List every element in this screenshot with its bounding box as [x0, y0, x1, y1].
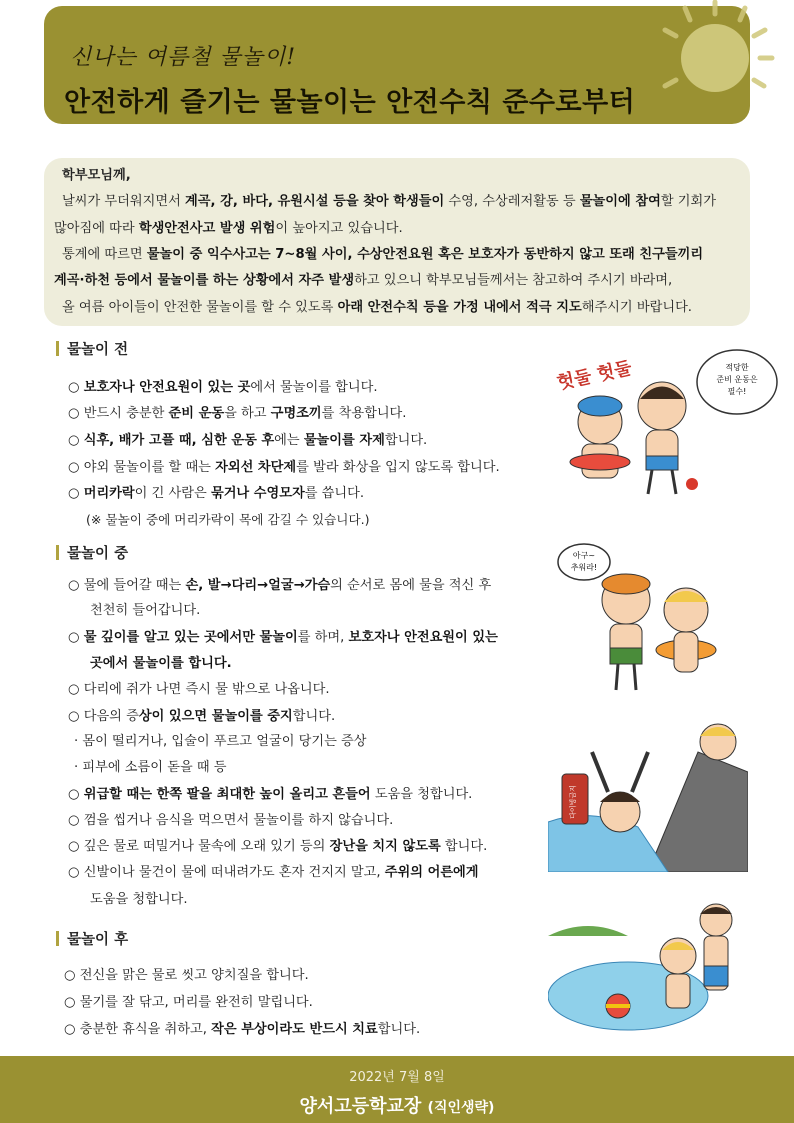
intro-box: [44, 158, 750, 326]
cold-kids-illustration: [556, 540, 726, 700]
before-item-1: ○ 보호자나 안전요원이 있는 곳에서 물놀이를 합니다.: [68, 380, 378, 395]
school-signature: [0, 1092, 794, 1118]
intro-line-2: 많아짐에 따라 학생안전사고 발생 위험이 높아지고 있습니다.: [54, 221, 403, 236]
during-item-1-cont: 천천히 들어갑니다.: [90, 603, 201, 618]
during-item-2-cont: 곳에서 물놀이를 합니다.: [90, 656, 232, 671]
during-item-6: ○ 껌을 씹거나 음식을 먹으면서 물놀이를 하지 않습니다.: [68, 813, 394, 828]
during-item-2: ○ 물 깊이를 알고 있는 곳에서만 물놀이를 하며, 보호자나 안전요원이 있는: [68, 630, 498, 645]
before-item-5: ○ 머리카락이 긴 사람은 묶거나 수영모자를 씁니다.: [68, 486, 365, 501]
intro-line-3: 통계에 따르면 물놀이 중 익수사고는 7~8월 사이, 수상안전요원 혹은 보호자가 동반하지 않고 또래 친구들끼리: [62, 247, 704, 262]
sun-icon: [660, 0, 780, 110]
after-item-3: ○ 충분한 휴식을 취하고, 작은 부상이라도 반드시 치료합니다.: [64, 1022, 421, 1037]
header-subtitle: 신나는 여름철 물놀이!: [70, 45, 297, 70]
during-item-8-cont: 도움을 청합니다.: [90, 892, 188, 907]
warmup-sign: 헛둘 헛둘: [555, 357, 634, 394]
cold-bubble-line-1: 아구~: [572, 551, 596, 560]
document-date: 2022년 7월 8일: [349, 1070, 445, 1085]
washing-kids-illustration: [548, 896, 748, 1046]
section-during-title: 물놀이 중: [56, 542, 128, 563]
after-item-2: ○ 물기를 잘 닦고, 머리를 완전히 말립니다.: [64, 995, 313, 1010]
diving-sign: 다이빙금지: [569, 785, 577, 819]
after-item-1: ○ 전신을 맑은 물로 씻고 양치질을 합니다.: [64, 968, 309, 983]
school-name: 양서고등학교장: [299, 1096, 422, 1117]
warmup-kids-illustration: [552, 344, 782, 504]
during-item-3: ○ 다리에 쥐가 나면 즉시 물 밖으로 나옵니다.: [68, 682, 330, 697]
intro-line-1: 날씨가 무더워지면서 계곡, 강, 바다, 유원시설 등을 찾아 학생들이 수영, 수상레저활동 등 물놀이에 참여할 기회가: [62, 194, 716, 209]
before-item-3: ○ 식후, 배가 고플 때, 심한 운동 후에는 물놀이를 자제합니다.: [68, 433, 428, 448]
cold-bubble-line-2: 추워라!: [570, 563, 598, 572]
warmup-bubble-line-3: 필수!: [727, 387, 747, 396]
during-item-7: ○ 깊은 물로 떠밀거나 물속에 오래 있기 등의 장난을 치지 않도록 합니다.: [68, 839, 488, 854]
during-item-8: ○ 신발이나 물건이 물에 떠내려가도 혼자 건지지 말고, 주위의 어른에게: [68, 865, 479, 880]
section-after-title: 물놀이 후: [56, 928, 128, 949]
warmup-bubble-line-1: 적당한: [725, 363, 749, 372]
during-item-5: ○ 위급할 때는 한쪽 팔을 최대한 높이 올리고 흔들어 도움을 청합니다.: [68, 787, 473, 802]
intro-line-5: 올 여름 아이들이 안전한 물놀이를 할 수 있도록 아래 안전수칙 등을 가정 내에서 적극 지도해주시기 바랍니다.: [62, 300, 692, 315]
during-item-1: ○ 물에 들어갈 때는 손, 발→다리→얼굴→가슴의 순서로 몸에 물을 적신 후: [68, 578, 492, 593]
greeting: 학부모님께,: [62, 168, 131, 183]
before-item-2: ○ 반드시 충분한 준비 운동을 하고 구명조끼를 착용합니다.: [68, 406, 407, 421]
during-item-4-sub-1: · 몸이 떨리거나, 입술이 푸르고 얼굴이 당기는 증상: [74, 734, 367, 749]
during-item-4: ○ 다음의 증상이 있으면 물놀이를 중지합니다.: [68, 709, 336, 724]
intro-line-4: 계곡·하천 등에서 물놀이를 하는 상황에서 자주 발생하고 있으니 학부모님들께서는 참고하여 주시기 바라며,: [54, 273, 673, 288]
during-item-4-sub-2: · 피부에 소름이 돋을 때 등: [74, 760, 227, 775]
diving-illustration: [548, 712, 748, 872]
seal-omitted: (직인생략): [427, 1100, 495, 1116]
before-item-4: ○ 야외 물놀이를 할 때는 자외선 차단제를 발라 화상을 입지 않도록 합니다.: [68, 460, 500, 475]
section-before-title: 물놀이 전: [56, 338, 128, 359]
warmup-bubble-line-2: 준비 운동은: [716, 375, 758, 384]
page-title: 안전하게 즐기는 물놀이는 안전수칙 준수로부터: [64, 87, 636, 118]
before-note: (※ 물놀이 중에 머리카락이 목에 감길 수 있습니다.): [86, 512, 370, 527]
